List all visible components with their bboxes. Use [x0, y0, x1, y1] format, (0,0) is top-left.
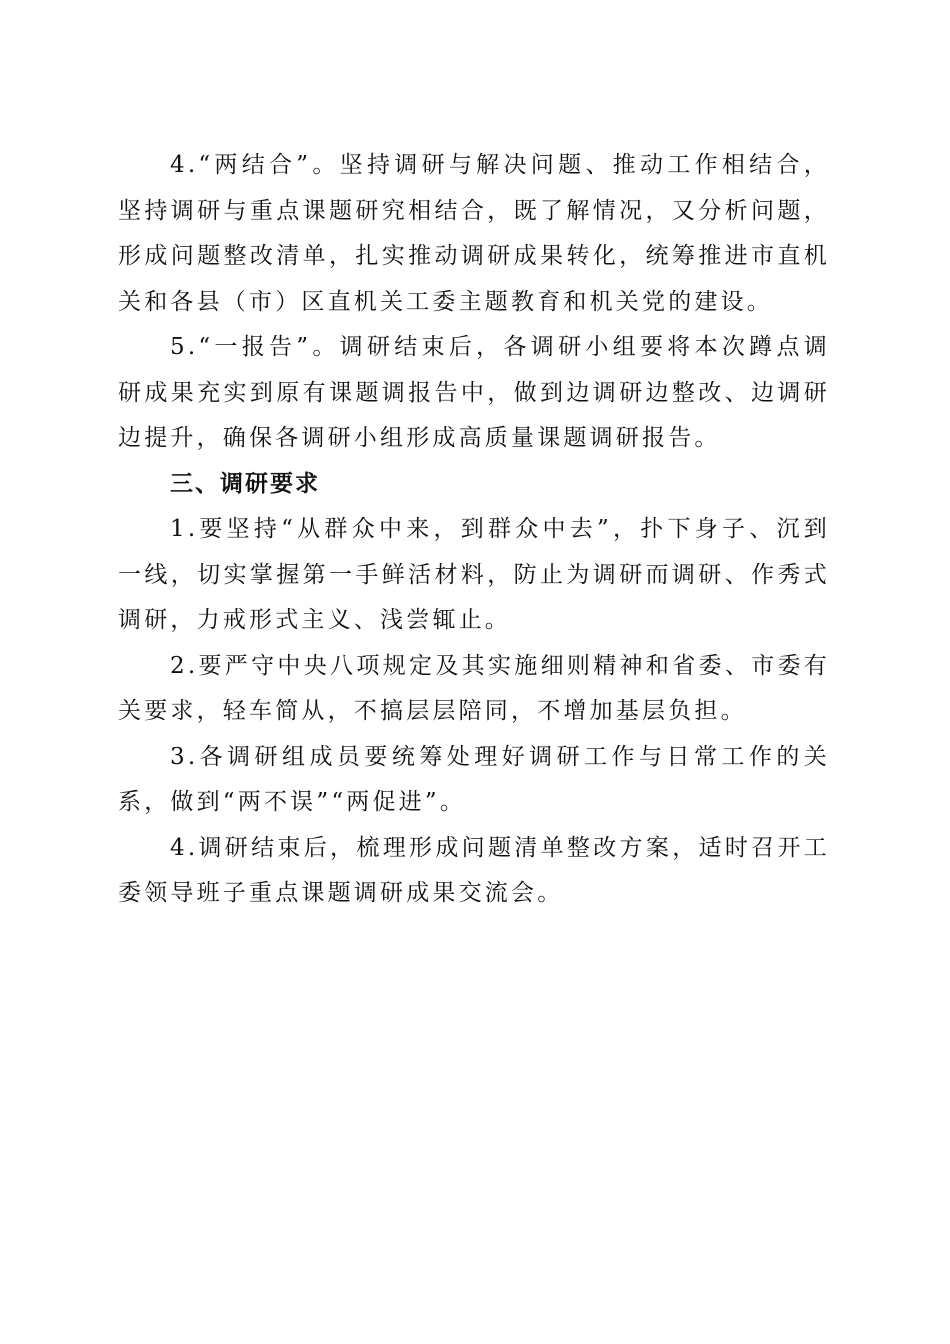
- paragraph-requirement-1: 1.要坚持“从群众中来，到群众中去”，扑下身子、沉到一线，切实掌握第一手鲜活材料，防止为调研而调研、作秀式调研，力戒形式主义、浅尝辄止。: [118, 516, 830, 633]
- document-body: [118, 143, 830, 917]
- paragraph-one-report: 5.“一报告”。调研结束后，各调研小组要将本次蹲点调研成果充实到原有课题调报告中，做到边调研边整改、边调研边提升，确保各调研小组形成高质量课题调研报告。: [118, 334, 830, 451]
- paragraph-requirement-3: 3.各调研组成员要统筹处理好调研工作与日常工作的关系，做到“两不误”“两促进”。: [118, 743, 830, 815]
- section-heading-requirements: 三、调研要求: [170, 470, 320, 497]
- paragraph-requirement-4: 4.调研结束后，梳理形成问题清单整改方案，适时召开工委领导班子重点课题调研成果交流会。: [118, 834, 830, 906]
- paragraph-two-combinations: 4.“两结合”。坚持调研与解决问题、推动工作相结合，坚持调研与重点课题研究相结合，既了解情况，又分析问题，形成问题整改清单，扎实推动调研成果转化，统筹推进市直机关和各县（市）区直机关工委主题教育和机关党的建设。: [118, 152, 830, 315]
- paragraph-requirement-2: 2.要严守中央八项规定及其实施细则精神和省委、市委有关要求，轻车简从，不搞层层陪同，不增加基层负担。: [118, 652, 830, 724]
